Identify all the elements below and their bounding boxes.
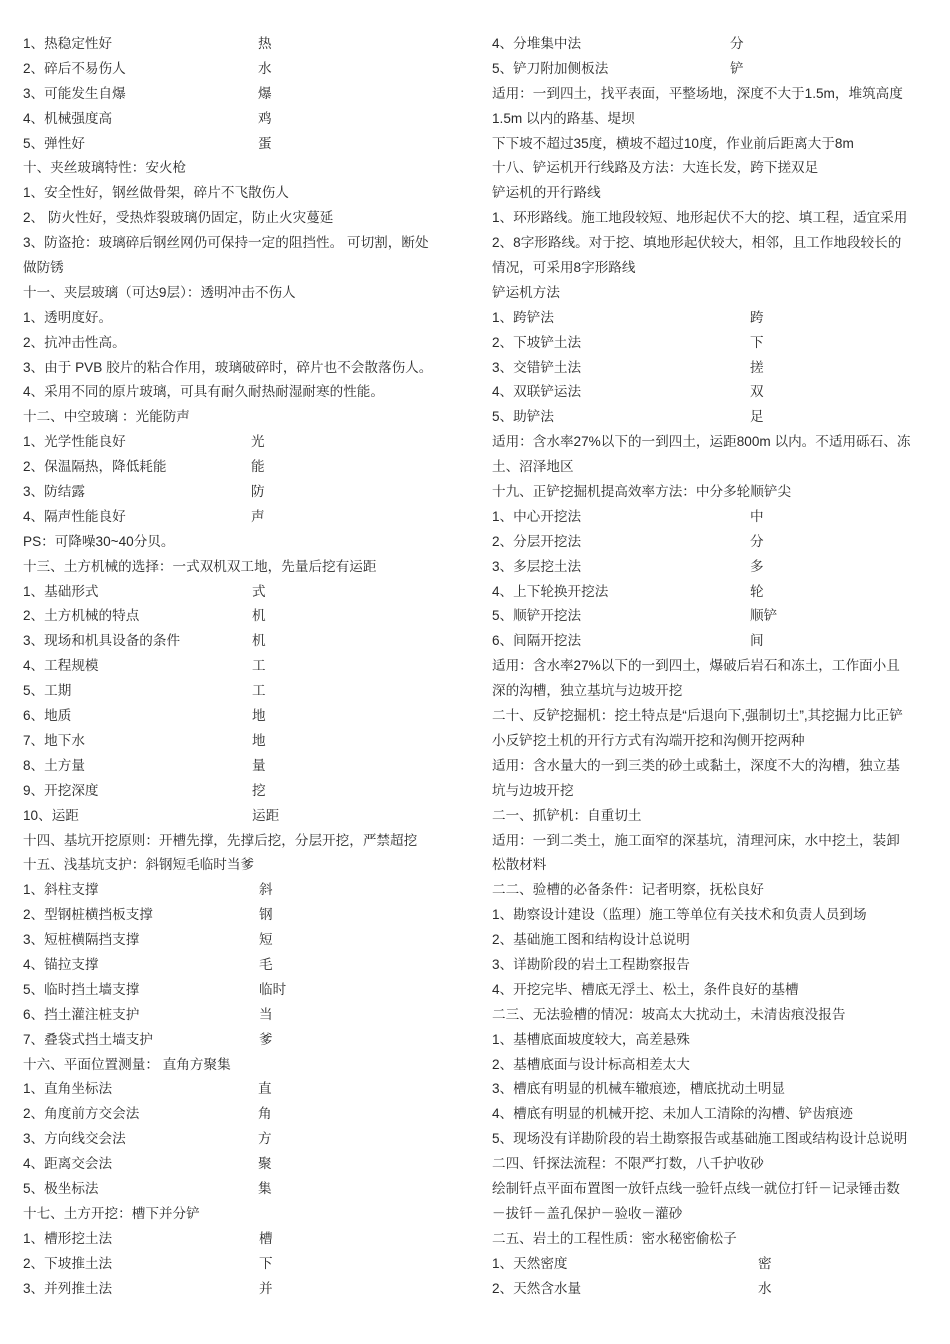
mnemonic-key: 分 <box>730 36 744 51</box>
text-line <box>23 32 463 57</box>
line-text: 1、安全性好，钢丝做骨架，碎片不飞散伤人 <box>23 185 289 201</box>
text-line <box>492 779 930 804</box>
line-text: 1.5m 以内的路基、堤坝 <box>492 110 635 126</box>
text-line <box>492 430 930 455</box>
line-text: 1、热稳定性好 <box>23 36 113 51</box>
line-text: 4、隔声性能良好 <box>23 508 126 524</box>
line-text: 1、基础形式 <box>23 583 99 599</box>
line-text: 情况，可采用8字形路线 <box>492 260 636 276</box>
text-line <box>23 82 463 107</box>
line-text: 4、采用不同的原片玻璃，可具有耐久耐热耐湿耐寒的性能。 <box>23 384 384 400</box>
line-text: 4、双联铲运法 <box>492 384 582 400</box>
line-text: 小反铲挖土机的开行方式有沟端开挖和沟侧开挖两种 <box>492 732 805 748</box>
text-line <box>492 57 930 82</box>
mnemonic-key: 临时 <box>259 981 287 997</box>
mnemonic-key: 双 <box>750 384 764 400</box>
text-line <box>492 455 930 480</box>
mnemonic-key: 下 <box>750 334 764 350</box>
line-text: 十八、铲运机开行线路及方法：大连长发，跨下搓双足 <box>492 160 819 176</box>
line-text: 4、上下轮换开挖法 <box>492 583 609 599</box>
line-text: 2、碎后不易伤人 <box>23 60 126 76</box>
line-text: 5、工期 <box>23 683 72 699</box>
text-line <box>492 1177 930 1202</box>
line-text: 铲运机的开行路线 <box>492 185 601 201</box>
line-text: 1、透明度好。 <box>23 309 113 325</box>
text-line <box>492 1252 930 1277</box>
mnemonic-key: 水 <box>758 1280 772 1296</box>
line-text: 十九、正铲挖掘机提高效率方法：中分多轮顺铲尖 <box>492 484 792 500</box>
mnemonic-key: 并 <box>259 1280 273 1296</box>
text-line <box>23 455 463 480</box>
text-line <box>23 132 463 157</box>
text-line <box>492 729 930 754</box>
line-text: 土、沼泽地区 <box>492 459 574 475</box>
mnemonic-key: 中 <box>750 508 764 524</box>
text-line <box>492 1202 930 1227</box>
text-line <box>492 754 930 779</box>
mnemonic-key: 槽 <box>259 1230 273 1246</box>
right-column <box>492 32 930 1301</box>
line-text: 3、防盗抢：玻璃碎后钢丝网仍可保持一定的阻挡性。 可切割，断处 <box>23 235 429 251</box>
text-line <box>492 1053 930 1078</box>
line-text: 适用：一到四土，找平表面，平整场地，深度不大于1.5m，堆筑高度 <box>492 85 903 101</box>
mnemonic-key: 机 <box>252 608 266 624</box>
line-text: 3、由于 PVB 胶片的粘合作用，玻璃破碎时，碎片也不会散落伤人。 <box>23 359 433 375</box>
mnemonic-key: 机 <box>252 633 266 649</box>
mnemonic-key: 水 <box>258 60 272 76</box>
line-text: 适用：一到二类土，施工面窄的深基坑，清理河床，水中挖土，装卸 <box>492 832 900 848</box>
text-line <box>23 829 463 854</box>
line-text: 4、工程规模 <box>23 658 99 674</box>
line-text: 1、光学性能良好 <box>23 434 126 450</box>
mnemonic-key: 挖 <box>252 782 266 798</box>
text-line <box>492 206 930 231</box>
text-line <box>23 380 463 405</box>
line-text: 3、槽底有明显的机械车辙痕迹，槽底扰动土明显 <box>492 1081 786 1097</box>
line-text: 6、地质 <box>23 708 72 724</box>
text-line <box>492 231 930 256</box>
text-line <box>492 480 930 505</box>
line-text: 1、跨铲法 <box>492 309 554 325</box>
line-text: 2、土方机械的特点 <box>23 608 140 624</box>
line-text: 2、基础施工图和结构设计总说明 <box>492 932 690 948</box>
line-text: 适用：含水率27%以下的一到四土，爆破后岩石和冻土，工作面小且 <box>492 658 900 674</box>
line-text: 2、角度前方交会法 <box>23 1106 140 1122</box>
line-text: 铲运机方法 <box>492 284 560 300</box>
line-text: 6、间隔开挖法 <box>492 633 582 649</box>
text-line <box>23 1127 463 1152</box>
line-text: 适用：含水量大的一到三类的砂土或黏土，深度不大的沟槽，独立基 <box>492 757 900 773</box>
text-line <box>23 156 463 181</box>
line-text: 1、中心开挖法 <box>492 508 582 524</box>
text-line <box>23 281 463 306</box>
text-line <box>23 729 463 754</box>
line-text: PS：可降噪30~40分贝。 <box>23 533 175 549</box>
line-text: 二十、反铲挖掘机：挖土特点是“后退向下,强制切土”,其挖掘力比正铲 <box>492 708 903 724</box>
text-line <box>492 405 930 430</box>
line-text: 3、方向线交会法 <box>23 1131 126 1147</box>
text-line <box>492 853 930 878</box>
line-text: 3、短桩横隔挡支撑 <box>23 932 140 948</box>
line-text: 二五、岩土的工程性质：密水秘密偷松子 <box>492 1230 737 1246</box>
mnemonic-key: 分 <box>750 533 764 549</box>
line-text: 7、地下水 <box>23 732 85 748</box>
line-text: 坑与边坡开挖 <box>492 782 574 798</box>
text-line <box>23 629 463 654</box>
mnemonic-key: 方 <box>258 1131 272 1147</box>
line-text: 2、保温隔热，降低耗能 <box>23 459 167 475</box>
line-text: 4、槽底有明显的机械开挖、未加人工清除的沟槽、铲齿痕迹 <box>492 1106 853 1122</box>
line-text: －拔钎－盖孔保护－验收－灌砂 <box>492 1205 683 1221</box>
text-line <box>23 480 463 505</box>
text-line <box>23 181 463 206</box>
mnemonic-key: 地 <box>252 732 266 748</box>
mnemonic-key: 跨 <box>750 309 764 325</box>
mnemonic-key: 直 <box>258 1081 272 1097</box>
text-line <box>23 1202 463 1227</box>
line-text: 做防锈 <box>23 260 64 276</box>
line-text: 十三、土方机械的选择：一式双机双工地，先量后挖有运距 <box>23 558 377 574</box>
mnemonic-key: 密 <box>758 1255 772 1271</box>
line-text: 4、机械强度高 <box>23 110 113 126</box>
text-line <box>492 704 930 729</box>
line-text: 二三、无法验槽的情况：坡高太大扰动土，未清齿痕没报告 <box>492 1006 846 1022</box>
text-line <box>492 829 930 854</box>
mnemonic-key: 鸡 <box>258 110 272 126</box>
mnemonic-key: 运距 <box>252 807 280 823</box>
text-line <box>23 505 463 530</box>
line-text: 7、叠袋式挡土墙支护 <box>23 1031 153 1047</box>
text-line <box>23 878 463 903</box>
line-text: 2、基槽底面与设计标高相差太大 <box>492 1056 690 1072</box>
line-text: 5、顺铲开挖法 <box>492 608 582 624</box>
mnemonic-key: 工 <box>252 658 266 674</box>
mnemonic-key: 顺铲 <box>750 608 778 624</box>
line-text: 1、天然密度 <box>492 1255 568 1271</box>
line-text: 8、土方量 <box>23 757 85 773</box>
text-line <box>23 804 463 829</box>
text-line <box>492 679 930 704</box>
text-line <box>23 1152 463 1177</box>
line-text: 3、详勘阶段的岩土工程勘察报告 <box>492 956 690 972</box>
line-text: 十五、浅基坑支护：斜钢短毛临时当爹 <box>23 857 255 873</box>
text-line <box>492 107 930 132</box>
text-line <box>23 107 463 132</box>
line-text: 3、交错铲土法 <box>492 359 582 375</box>
text-line <box>492 1003 930 1028</box>
mnemonic-key: 防 <box>251 484 265 500</box>
text-line <box>23 430 463 455</box>
text-line <box>492 82 930 107</box>
text-line <box>23 1077 463 1102</box>
mnemonic-key: 当 <box>259 1006 273 1022</box>
text-line <box>23 206 463 231</box>
line-text: 十七、土方开挖：槽下并分铲 <box>23 1205 200 1221</box>
line-text: 2、下坡铲土法 <box>492 334 582 350</box>
mnemonic-key: 光 <box>251 434 265 450</box>
line-text: 2、天然含水量 <box>492 1280 582 1296</box>
text-line <box>23 1252 463 1277</box>
mnemonic-key: 毛 <box>259 956 273 972</box>
mnemonic-key: 声 <box>251 508 265 524</box>
line-text: 5、现场没有详勘阶段的岩土勘察报告或基础施工图或结构设计总说明 <box>492 1131 908 1147</box>
line-text: 1、槽形挖土法 <box>23 1230 113 1246</box>
text-line <box>492 356 930 381</box>
text-line <box>23 1053 463 1078</box>
text-line <box>23 405 463 430</box>
mnemonic-key: 聚 <box>258 1156 272 1172</box>
line-text: 5、铲刀附加侧板法 <box>492 60 609 76</box>
line-text: 9、开挖深度 <box>23 782 99 798</box>
text-line <box>492 1028 930 1053</box>
line-text: 十二、中空玻璃 ：光能防声 <box>23 409 190 425</box>
text-line <box>492 1277 930 1302</box>
line-text: 3、多层挖土法 <box>492 558 582 574</box>
line-text: 3、防结露 <box>23 484 85 500</box>
line-text: 3、并列推土法 <box>23 1280 113 1296</box>
text-line <box>492 804 930 829</box>
line-text: 2、 防火性好，受热炸裂玻璃仍固定，防止火灾蔓延 <box>23 210 334 226</box>
text-line <box>492 555 930 580</box>
mnemonic-key: 短 <box>259 932 273 948</box>
line-text: 绘制钎点平面布置图一放钎点线一验钎点线一就位打钎－记录锤击数 <box>492 1180 900 1196</box>
line-text: 4、距离交会法 <box>23 1156 113 1172</box>
text-line <box>492 604 930 629</box>
line-text: 二四、钎探法流程：不限严打数，八千护收砂 <box>492 1156 764 1172</box>
text-line <box>492 256 930 281</box>
mnemonic-key: 爆 <box>258 85 272 101</box>
line-text: 十、夹丝玻璃特性：安火枪 <box>23 160 187 176</box>
text-line <box>23 331 463 356</box>
line-text: 适用：含水率27%以下的一到四土，运距800m 以内。不适用砾石、冻 <box>492 434 911 450</box>
line-text: 松散材料 <box>492 857 547 873</box>
text-line <box>492 530 930 555</box>
text-line <box>23 978 463 1003</box>
line-text: 1、直角坐标法 <box>23 1081 113 1097</box>
text-line <box>23 1227 463 1252</box>
text-line <box>492 156 930 181</box>
line-text: 4、锚拉支撑 <box>23 956 99 972</box>
line-text: 3、现场和机具设备的条件 <box>23 633 181 649</box>
line-text: 5、临时挡土墙支撑 <box>23 981 140 997</box>
text-line <box>23 530 463 555</box>
text-line <box>492 181 930 206</box>
line-text: 2、8字形路线。对于挖、填地形起伏较大，相邻，且工作地段较长的 <box>492 235 902 251</box>
text-line <box>492 1152 930 1177</box>
mnemonic-key: 间 <box>750 633 764 649</box>
text-line <box>23 555 463 580</box>
line-text: 5、助铲法 <box>492 409 554 425</box>
text-line <box>23 779 463 804</box>
mnemonic-key: 量 <box>252 757 266 773</box>
mnemonic-key: 集 <box>258 1180 272 1196</box>
text-line <box>23 928 463 953</box>
text-line <box>23 754 463 779</box>
text-line <box>492 978 930 1003</box>
text-line <box>23 1003 463 1028</box>
text-line <box>23 231 463 256</box>
line-text: 1、斜柱支撑 <box>23 882 99 898</box>
text-line <box>492 903 930 928</box>
mnemonic-key: 爹 <box>259 1031 273 1047</box>
mnemonic-key: 搓 <box>750 359 764 375</box>
line-text: 十一、夹层玻璃（可达9层）：透明冲击不伤人 <box>23 284 296 300</box>
text-line <box>23 953 463 978</box>
text-line <box>492 380 930 405</box>
text-line <box>492 953 930 978</box>
text-line <box>492 629 930 654</box>
text-line <box>492 306 930 331</box>
mnemonic-key: 钢 <box>259 907 273 923</box>
text-line <box>23 256 463 281</box>
mnemonic-key: 斜 <box>259 882 273 898</box>
line-text: 十六、平面位置测量： 直角方聚集 <box>23 1056 231 1072</box>
line-text: 6、挡土灌注桩支护 <box>23 1006 140 1022</box>
mnemonic-key: 地 <box>252 708 266 724</box>
text-line <box>492 1077 930 1102</box>
line-text: 1、勘察设计建设（监理）施工等单位有关技术和负责人员到场 <box>492 907 867 923</box>
text-line <box>23 679 463 704</box>
text-line <box>23 580 463 605</box>
text-line <box>492 32 930 57</box>
mnemonic-key: 能 <box>251 459 265 475</box>
line-text: 4、开挖完毕、槽底无浮土、松土，条件良好的基槽 <box>492 981 799 997</box>
line-text: 2、下坡推土法 <box>23 1255 113 1271</box>
text-line <box>23 604 463 629</box>
line-text: 5、极坐标法 <box>23 1180 99 1196</box>
text-line <box>23 1177 463 1202</box>
mnemonic-key: 式 <box>252 583 266 599</box>
text-line <box>492 1227 930 1252</box>
text-line <box>23 1102 463 1127</box>
mnemonic-key: 蛋 <box>258 135 272 151</box>
text-line <box>23 1028 463 1053</box>
text-line <box>23 704 463 729</box>
mnemonic-key: 足 <box>750 409 764 425</box>
text-line <box>492 1102 930 1127</box>
text-line <box>23 903 463 928</box>
text-line <box>492 580 930 605</box>
mnemonic-key: 下 <box>259 1255 273 1271</box>
line-text: 2、型钢桩横挡板支撑 <box>23 907 153 923</box>
line-text: 二二、验槽的必备条件：记者明察，抚松良好 <box>492 882 764 898</box>
text-line <box>23 1277 463 1302</box>
line-text: 深的沟槽，独立基坑与边坡开挖 <box>492 683 683 699</box>
line-text: 4、分堆集中法 <box>492 36 582 51</box>
line-text: 5、弹性好 <box>23 135 85 151</box>
line-text: 2、分层开挖法 <box>492 533 582 549</box>
text-line <box>23 306 463 331</box>
mnemonic-key: 多 <box>750 558 764 574</box>
mnemonic-key: 角 <box>258 1106 272 1122</box>
text-line <box>492 331 930 356</box>
line-text: 二一、抓铲机：自重切土 <box>492 807 642 823</box>
line-text: 下下坡不超过35度，横坡不超过10度，作业前后距离大于8m <box>492 135 854 151</box>
text-line <box>23 57 463 82</box>
line-text: 1、基槽底面坡度较大，高差悬殊 <box>492 1031 690 1047</box>
text-line <box>23 654 463 679</box>
left-column <box>23 32 463 1301</box>
text-line <box>492 878 930 903</box>
text-line <box>492 1127 930 1152</box>
text-line <box>492 132 930 157</box>
text-line <box>492 281 930 306</box>
line-text: 2、抗冲击性高。 <box>23 334 126 350</box>
line-text: 3、可能发生自爆 <box>23 85 126 101</box>
line-text: 10、运距 <box>23 807 79 823</box>
mnemonic-key: 工 <box>252 683 266 699</box>
text-line <box>23 356 463 381</box>
mnemonic-key: 轮 <box>750 583 764 599</box>
text-line <box>23 853 463 878</box>
text-line <box>492 928 930 953</box>
line-text: 十四、基坑开挖原则：开槽先撑，先撑后挖，分层开挖，严禁超挖 <box>23 832 418 848</box>
text-line <box>492 654 930 679</box>
text-line <box>492 505 930 530</box>
mnemonic-key: 热 <box>258 36 272 51</box>
line-text: 1、环形路线。施工地段较短、地形起伏不大的挖、填工程，适宜采用 <box>492 210 908 226</box>
mnemonic-key: 铲 <box>730 60 744 76</box>
